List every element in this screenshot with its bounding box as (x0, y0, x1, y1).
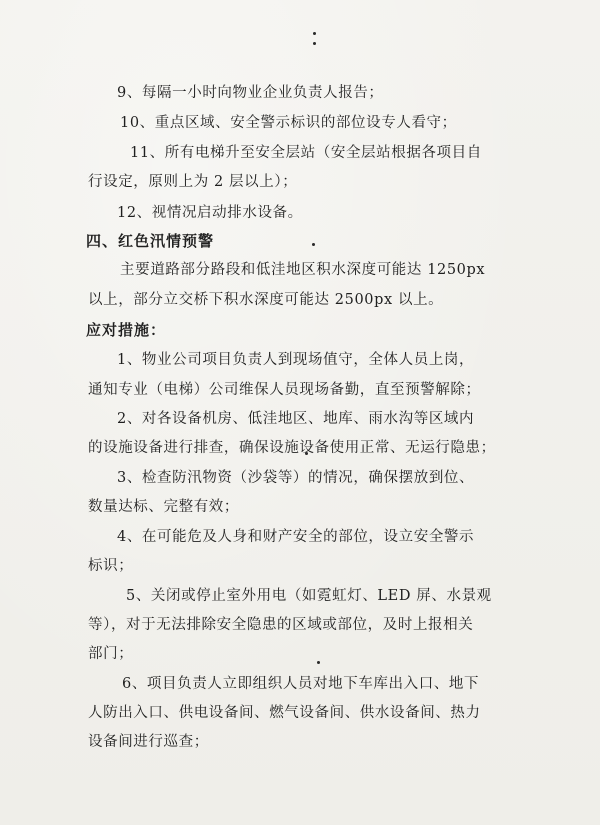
body-line: 部门； (88, 646, 134, 662)
body-line: 通知专业（电梯）公司维保人员现场备勤，直至预警解除； (88, 382, 481, 398)
body-line: 数量达标、完整有效； (88, 499, 239, 515)
body-line: 人防出入口、供电设备间、燃气设备间、供水设备间、热力 (88, 705, 481, 721)
body-line: 标识； (88, 558, 134, 574)
measures-heading: 应对措施： (86, 321, 167, 339)
body-line: 4、在可能危及人身和财产安全的部位，设立安全警示 (117, 529, 475, 545)
body-line: 的设施设备进行排查，确保设施设备使用正常、无运行隐患； (88, 440, 496, 456)
body-line: 5、关闭或停止室外用电（如霓虹灯、LED 屏、水景观 (126, 588, 492, 604)
body-line: 6、项目负责人立即组织人员对地下车库出入口、地下 (122, 676, 480, 692)
body-line: 以上，部分立交桥下积水深度可能达 2500px 以上。 (88, 292, 444, 308)
scan-mark (312, 243, 315, 246)
body-line: 2、对各设备机房、低洼地区、地库、雨水沟等区域内 (117, 411, 475, 427)
body-line: 3、检查防汛物资（沙袋等）的情况，确保摆放到位、 (117, 470, 475, 486)
body-line: 10、重点区域、安全警示标识的部位设专人看守； (120, 115, 457, 131)
body-line: 等），对于无法排除安全隐患的区域或部位，及时上报相关 (88, 617, 474, 633)
section-heading: 四、红色汛情预警 (86, 232, 215, 250)
body-line: 9、每隔一小时向物业企业负责人报告； (117, 85, 384, 101)
body-line: 行设定，原则上为 2 层以上）； (88, 174, 298, 190)
body-line: 设备间进行巡查； (88, 734, 209, 750)
scan-mark (313, 32, 316, 35)
body-line: 主要道路部分路段和低洼地区积水深度可能达 1250px (120, 262, 486, 278)
body-line: 12、视情况启动排水设备。 (117, 205, 303, 221)
scan-mark (313, 42, 316, 45)
scan-mark (317, 661, 320, 664)
body-line: 11、所有电梯升至安全层站（安全层站根据各项目自 (130, 145, 482, 161)
body-line: 1、物业公司项目负责人到现场值守，全体人员上岗， (117, 352, 475, 368)
